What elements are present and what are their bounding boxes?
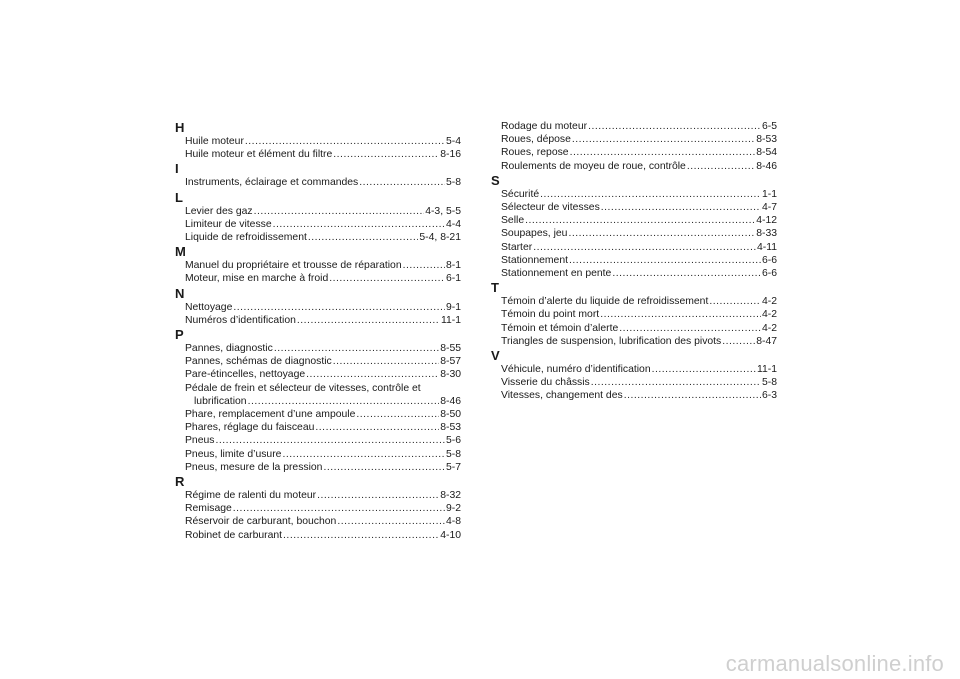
index-group bbox=[175, 286, 461, 327]
dot-leader bbox=[233, 502, 445, 515]
index-page-ref: 8-33 bbox=[756, 228, 777, 240]
index-entry[interactable] bbox=[175, 448, 461, 461]
dot-leader bbox=[329, 272, 445, 285]
index-page-ref: 11-1 bbox=[440, 314, 461, 326]
index-entry-label: Phare, remplacement d’une ampoule bbox=[185, 409, 356, 421]
index-entry-label: Pédale de frein et sélecteur de vitesses, contrôle et bbox=[185, 382, 421, 394]
index-page-ref: 4-4 bbox=[445, 218, 461, 230]
index-entry[interactable] bbox=[491, 201, 777, 214]
dot-leader bbox=[273, 218, 445, 231]
index-letter-heading: T bbox=[491, 280, 499, 296]
dot-leader bbox=[591, 376, 761, 389]
dot-leader bbox=[687, 160, 755, 173]
index-page-ref: 5-4, 8-21 bbox=[419, 232, 461, 244]
index-entry[interactable] bbox=[175, 272, 461, 285]
index-page-ref: 4-2 bbox=[761, 322, 777, 334]
dot-leader bbox=[624, 389, 761, 402]
index-entry-label: Pneus bbox=[185, 435, 215, 447]
index-page-ref: 8-47 bbox=[756, 335, 777, 347]
index-entry[interactable] bbox=[175, 489, 461, 502]
index-entry-label: Visserie du châssis bbox=[501, 377, 590, 389]
index-page-ref: 5-7 bbox=[445, 461, 461, 473]
index-entry[interactable] bbox=[175, 408, 461, 421]
index-entry-label: Starter bbox=[501, 241, 533, 253]
index-entry[interactable] bbox=[491, 214, 777, 227]
index-entry[interactable] bbox=[175, 434, 461, 447]
dot-leader bbox=[403, 259, 445, 272]
index-entry[interactable] bbox=[491, 295, 777, 308]
dot-leader bbox=[533, 241, 756, 254]
index-group bbox=[175, 474, 461, 542]
index-entry-label: Pneus, mesure de la pression bbox=[185, 461, 323, 473]
index-entry-label: Sécurité bbox=[501, 188, 540, 200]
index-entry-label: Pare-étincelles, nettoyage bbox=[185, 369, 306, 381]
index-page-ref: 5-8 bbox=[445, 448, 461, 460]
index-page-ref: 9-1 bbox=[445, 301, 461, 313]
index-entry[interactable] bbox=[175, 355, 461, 368]
index-group bbox=[491, 173, 777, 280]
index-entry[interactable] bbox=[175, 231, 461, 244]
index-page-ref: 6-5 bbox=[761, 121, 777, 132]
index-entry-label: Nettoyage bbox=[185, 301, 233, 313]
index-page-ref: 5-6 bbox=[445, 435, 461, 447]
index-column-left bbox=[175, 120, 461, 542]
index-page-ref: 8-32 bbox=[440, 490, 461, 502]
dot-leader bbox=[601, 201, 761, 214]
index-page-ref: 4-2 bbox=[761, 309, 777, 321]
index-entry-label: Phares, réglage du faisceau bbox=[185, 422, 315, 434]
index-page-ref: 4-10 bbox=[440, 529, 461, 541]
index-entry-label: Témoin du point mort bbox=[501, 309, 600, 321]
dot-leader bbox=[568, 227, 755, 240]
dot-leader bbox=[254, 205, 425, 218]
dot-leader bbox=[283, 529, 439, 542]
index-page-ref: 4-12 bbox=[756, 215, 777, 227]
dot-leader bbox=[600, 308, 761, 321]
index-entry-label: Sélecteur de vitesses bbox=[501, 202, 600, 214]
dot-leader bbox=[233, 301, 445, 314]
dot-leader bbox=[356, 408, 439, 421]
index-page-ref: 4-2 bbox=[761, 296, 777, 308]
index-entry[interactable] bbox=[175, 314, 461, 327]
dot-leader bbox=[652, 363, 756, 376]
index-page-ref: 8-16 bbox=[440, 149, 461, 161]
index-page-ref: 8-50 bbox=[440, 409, 461, 421]
index-entry[interactable] bbox=[491, 188, 777, 201]
index-group bbox=[491, 348, 777, 403]
dot-leader bbox=[525, 214, 755, 227]
index-entry-label: Témoin et témoin d’alerte bbox=[501, 322, 619, 334]
dot-leader bbox=[722, 335, 755, 348]
dot-leader bbox=[619, 322, 761, 335]
index-entry-label: Pannes, diagnostic bbox=[185, 343, 273, 355]
index-letter-heading: R bbox=[175, 474, 185, 490]
index-page-ref: 4-7 bbox=[761, 202, 777, 214]
index-letter-heading: L bbox=[175, 189, 183, 205]
index-page-ref: 8-46 bbox=[440, 395, 461, 407]
dot-leader bbox=[297, 314, 440, 327]
index-entry[interactable] bbox=[175, 529, 461, 542]
dot-leader bbox=[709, 295, 761, 308]
dot-leader bbox=[274, 342, 439, 355]
watermark: carmanualsonline.info bbox=[725, 651, 944, 676]
index-entry[interactable] bbox=[175, 395, 461, 408]
index-entry-label: Liquide de refroidissement bbox=[185, 232, 307, 244]
index-page-ref: 5-4 bbox=[445, 136, 461, 147]
index-entry-label: Limiteur de vitesse bbox=[185, 218, 272, 230]
index-entry[interactable] bbox=[175, 342, 461, 355]
index-entry[interactable] bbox=[175, 515, 461, 528]
index-page-ref: 8-53 bbox=[756, 134, 777, 146]
index-entry-label: Triangles de suspension, lubrification des pivots bbox=[501, 335, 722, 347]
index-group bbox=[175, 244, 461, 285]
index-entry[interactable] bbox=[491, 227, 777, 240]
index-group bbox=[491, 120, 777, 173]
index-entry-label: Numéros d’identification bbox=[185, 314, 296, 326]
dot-leader bbox=[333, 148, 439, 161]
index-entry[interactable] bbox=[175, 502, 461, 515]
index-page-ref: 4-3, 5-5 bbox=[425, 205, 461, 217]
index-entry-label: Témoin d’alerte du liquide de refroidissement bbox=[501, 296, 709, 308]
dot-leader bbox=[569, 254, 761, 267]
index-entry[interactable] bbox=[175, 205, 461, 218]
index-letter-heading: I bbox=[175, 161, 179, 177]
index-entry-label: Huile moteur bbox=[185, 136, 244, 147]
index-letter-heading: P bbox=[175, 327, 184, 343]
dot-leader bbox=[588, 120, 761, 133]
dot-leader bbox=[308, 231, 419, 244]
dot-leader bbox=[315, 421, 439, 434]
dot-leader bbox=[306, 368, 439, 381]
index-page-ref: 8-57 bbox=[440, 356, 461, 368]
index-page-ref: 8-53 bbox=[440, 422, 461, 434]
index-group bbox=[175, 327, 461, 474]
index-entry-label: Stationnement bbox=[501, 254, 569, 266]
dot-leader bbox=[540, 188, 761, 201]
index-entry-label: Manuel du propriétaire et trousse de réparation bbox=[185, 260, 402, 272]
index-entry-label: Roues, repose bbox=[501, 147, 569, 159]
index-entry-label: Roulements de moyeu de roue, contrôle bbox=[501, 160, 686, 172]
index-entry[interactable] bbox=[491, 120, 777, 133]
index-entry[interactable] bbox=[491, 160, 777, 173]
index-group bbox=[491, 280, 777, 348]
index-page-ref: 4-8 bbox=[445, 516, 461, 528]
dot-leader bbox=[333, 355, 439, 368]
index-page-ref: 5-8 bbox=[445, 177, 461, 189]
index-entry[interactable] bbox=[175, 218, 461, 231]
index-letter-heading: S bbox=[491, 172, 500, 188]
index-entry[interactable] bbox=[491, 133, 777, 146]
index-entry-continuation: lubrification bbox=[194, 395, 247, 407]
index-entry[interactable] bbox=[175, 421, 461, 434]
index-letter-heading: H bbox=[175, 120, 185, 135]
index-page-ref: 6-6 bbox=[761, 254, 777, 266]
index-entry[interactable] bbox=[175, 176, 461, 189]
index-column-right bbox=[491, 120, 777, 403]
index-letter-heading: M bbox=[175, 244, 186, 260]
index-entry[interactable] bbox=[175, 301, 461, 314]
index-entry-label: Selle bbox=[501, 215, 525, 227]
index-entry[interactable] bbox=[175, 368, 461, 381]
index-entry-label: Huile moteur et élément du filtre bbox=[185, 149, 333, 161]
dot-leader bbox=[359, 176, 445, 189]
index-entry-label: Roues, dépose bbox=[501, 134, 571, 146]
index-page-ref: 8-46 bbox=[756, 160, 777, 172]
index-entry[interactable] bbox=[175, 259, 461, 272]
index-page-ref: 11-1 bbox=[756, 364, 777, 376]
index-page-ref: 8-1 bbox=[445, 260, 461, 272]
index-entry[interactable] bbox=[491, 389, 777, 402]
index-group bbox=[175, 190, 461, 245]
dot-leader bbox=[572, 133, 755, 146]
dot-leader bbox=[317, 489, 439, 502]
index-entry[interactable] bbox=[175, 461, 461, 474]
index-entry-label: Vitesses, changement des bbox=[501, 390, 623, 402]
index-entry-label: Instruments, éclairage et commandes bbox=[185, 177, 359, 189]
index-entry-label: Pannes, schémas de diagnostic bbox=[185, 356, 332, 368]
index-page-ref: 8-55 bbox=[440, 343, 461, 355]
index-entry[interactable] bbox=[491, 267, 777, 280]
index-letter-heading: N bbox=[175, 285, 185, 301]
index-group bbox=[175, 120, 461, 161]
index-entry-label: Véhicule, numéro d’identification bbox=[501, 364, 651, 376]
index-entry-label: Moteur, mise en marche à froid bbox=[185, 273, 329, 285]
index-entry-label: Réservoir de carburant, bouchon bbox=[185, 516, 337, 528]
index-page-ref: 8-30 bbox=[440, 369, 461, 381]
dot-leader bbox=[248, 395, 440, 408]
index-page-ref: 6-1 bbox=[445, 273, 461, 285]
index-entry-label: Remisage bbox=[185, 503, 232, 515]
index-entry-label: Rodage du moteur bbox=[501, 121, 588, 132]
index-entry[interactable] bbox=[491, 322, 777, 335]
index-page-ref: 1-1 bbox=[761, 188, 777, 200]
index-letter-heading: V bbox=[491, 348, 500, 364]
index-page-ref: 6-3 bbox=[761, 390, 777, 402]
index-entry[interactable] bbox=[175, 135, 461, 148]
dot-leader bbox=[282, 448, 445, 461]
index-page-ref: 9-2 bbox=[445, 503, 461, 515]
index-entry-label: Stationnement en pente bbox=[501, 268, 612, 280]
index-entry[interactable] bbox=[491, 363, 777, 376]
dot-leader bbox=[570, 146, 756, 159]
index-page-ref: 8-54 bbox=[756, 147, 777, 159]
index-entry[interactable] bbox=[491, 308, 777, 321]
index-entry[interactable] bbox=[491, 376, 777, 389]
index-page-ref: 6-6 bbox=[761, 268, 777, 280]
index-entry-label: Pneus, limite d’usure bbox=[185, 448, 282, 460]
index-entry[interactable] bbox=[175, 148, 461, 161]
dot-leader bbox=[337, 515, 445, 528]
dot-leader bbox=[612, 267, 761, 280]
index-page-ref: 5-8 bbox=[761, 377, 777, 389]
index-entry[interactable] bbox=[491, 254, 777, 267]
index-entry-label: Levier des gaz bbox=[185, 205, 253, 217]
index-entry[interactable] bbox=[491, 335, 777, 348]
index-group bbox=[175, 161, 461, 189]
dot-leader bbox=[215, 434, 445, 447]
index-entry[interactable] bbox=[491, 146, 777, 159]
index-entry[interactable] bbox=[491, 241, 777, 254]
index-entry-label: Soupapes, jeu bbox=[501, 228, 568, 240]
dot-leader bbox=[245, 135, 445, 148]
dot-leader bbox=[323, 461, 445, 474]
index-entry-label: Régime de ralenti du moteur bbox=[185, 490, 317, 502]
index-entry-label: Robinet de carburant bbox=[185, 529, 283, 541]
index-page-ref: 4-11 bbox=[756, 241, 777, 253]
